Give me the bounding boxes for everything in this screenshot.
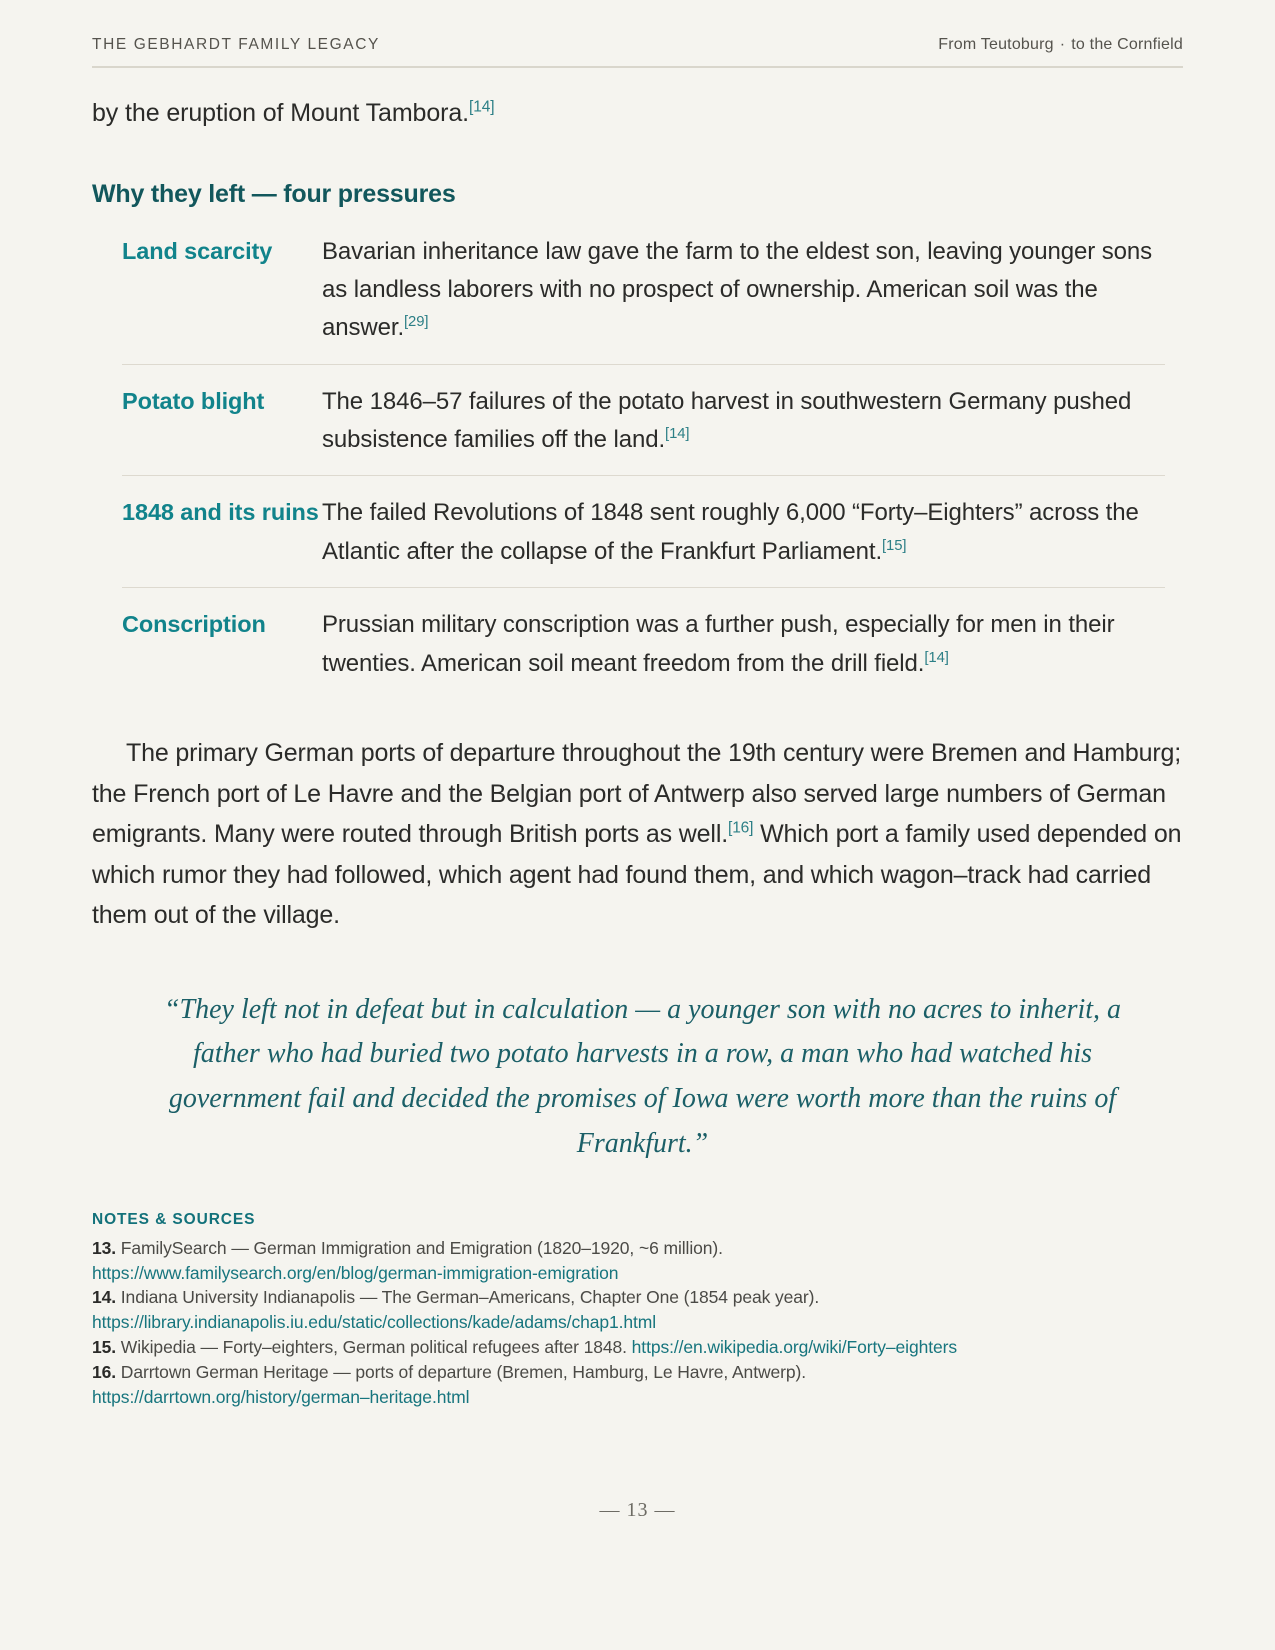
running-head: [92, 0, 1183, 68]
table-row: [122, 364, 1165, 476]
note-entry: [92, 1335, 1183, 1360]
ports-paragraph: [92, 733, 1183, 936]
pressures-table: [122, 227, 1165, 700]
note-number: 13.: [92, 1237, 117, 1258]
note-number: 15.: [92, 1337, 117, 1358]
running-head-subtitle-secondary: to the Cornfield: [1071, 36, 1183, 53]
reference-marker[interactable]: [29]: [404, 314, 429, 331]
note-link[interactable]: https://darrtown.org/history/german–heritage.html: [92, 1386, 470, 1407]
note-link[interactable]: https://en.wikipedia.org/wiki/Forty–eighters: [631, 1337, 958, 1358]
pressure-description-text: The failed Revolutions of 1848 sent roughly 6,000 “Forty–Eighters” across the Atlantic after the collapse of the Frankfurt Parliament.: [322, 499, 1139, 565]
pull-quote: “They left not in defeat but in calculation — a younger son with no acres to inherit, a father who had buried two potato harvests in a row, a man who had watched his government fail and decided the promises of Iowa were worth more than the ruins of Frankfurt.”: [163, 993, 1122, 1159]
pressure-description-text: The 1846–57 failures of the potato harvest in southwestern Germany pushed subsistence families off the land.: [322, 387, 1132, 454]
reference-marker[interactable]: [14]: [469, 98, 495, 116]
note-text: FamilySearch — German Immigration and Emigration (1820–1920, ~6 million).: [116, 1237, 723, 1258]
note-url-line: [92, 1261, 1183, 1286]
note-entry: [92, 1360, 1183, 1385]
pressure-term: Potato blight: [122, 387, 265, 414]
notes-and-sources: [92, 1211, 1183, 1410]
table-row: [122, 587, 1165, 699]
note-entry: [92, 1236, 1183, 1261]
note-text: Indiana University Indianapolis — The German–Americans, Chapter One (1854 peak year).: [116, 1287, 820, 1308]
page-number: — 13 —: [599, 1499, 676, 1521]
note-link[interactable]: https://library.indianapolis.iu.edu/static/collections/kade/adams/chap1.html: [92, 1312, 657, 1333]
pressure-description-text: Bavarian inheritance law gave the farm to the eldest son, leaving younger sons as landless laborers with no prospect of ownership. American soil was the answer.: [322, 237, 1153, 342]
running-head-subtitle-primary: From Teutoburg: [938, 36, 1054, 53]
running-head-separator: ·: [1059, 36, 1066, 53]
running-head-title: THE GEBHARDT FAMILY LEGACY: [92, 36, 380, 53]
reference-marker[interactable]: [15]: [882, 537, 907, 554]
note-number: 14.: [92, 1287, 117, 1308]
note-url-line: [92, 1310, 1183, 1335]
ports-paragraph-part1: The primary German ports of departure throughout the 19th century were Bremen and Hamburg; the French port of Le Havre and the Belgian port of Antwerp also served large numbers of German emigrants. Many were routed through British ports as well.: [92, 739, 1182, 849]
section-heading: Why they left — four pressures: [92, 179, 456, 208]
pressure-description: [322, 606, 1165, 683]
ports-paragraph-part2: Which port a family used depended on which rumor they had followed, which agent had found them, and which wagon–track had carried them out of the village.: [92, 820, 1182, 930]
note-text: Wikipedia — Forty–eighters, German political refugees after 1848.: [116, 1337, 632, 1358]
notes-title: NOTES & SOURCES: [92, 1210, 256, 1228]
continued-paragraph: [92, 94, 1183, 134]
reference-marker[interactable]: [14]: [924, 649, 949, 666]
note-text: Darrtown German Heritage — ports of departure (Bremen, Hamburg, Le Havre, Antwerp).: [116, 1361, 806, 1382]
running-head-subtitle: [938, 36, 1183, 54]
pressure-description: [322, 494, 1165, 571]
pressure-term: Land scarcity: [122, 237, 273, 264]
note-number: 16.: [92, 1361, 117, 1382]
pressure-description: [322, 383, 1165, 460]
pressure-term: Conscription: [122, 611, 266, 638]
pressure-description: [322, 233, 1165, 348]
note-entry: [92, 1285, 1183, 1310]
table-row: [122, 475, 1165, 587]
continued-paragraph-text: by the eruption of Mount Tambora.: [92, 99, 470, 127]
pressure-description-text: Prussian military conscription was a further push, especially for men in their twenties. American soil meant freedom from the drill field.: [322, 611, 1115, 677]
reference-marker[interactable]: [14]: [665, 426, 690, 443]
note-link[interactable]: https://www.familysearch.org/en/blog/german-immigration-emigration: [92, 1262, 619, 1283]
table-row: [122, 227, 1165, 364]
pressure-term: 1848 and its ruins: [122, 499, 319, 526]
note-url-line: [92, 1385, 1183, 1410]
reference-marker[interactable]: [16]: [728, 819, 754, 837]
